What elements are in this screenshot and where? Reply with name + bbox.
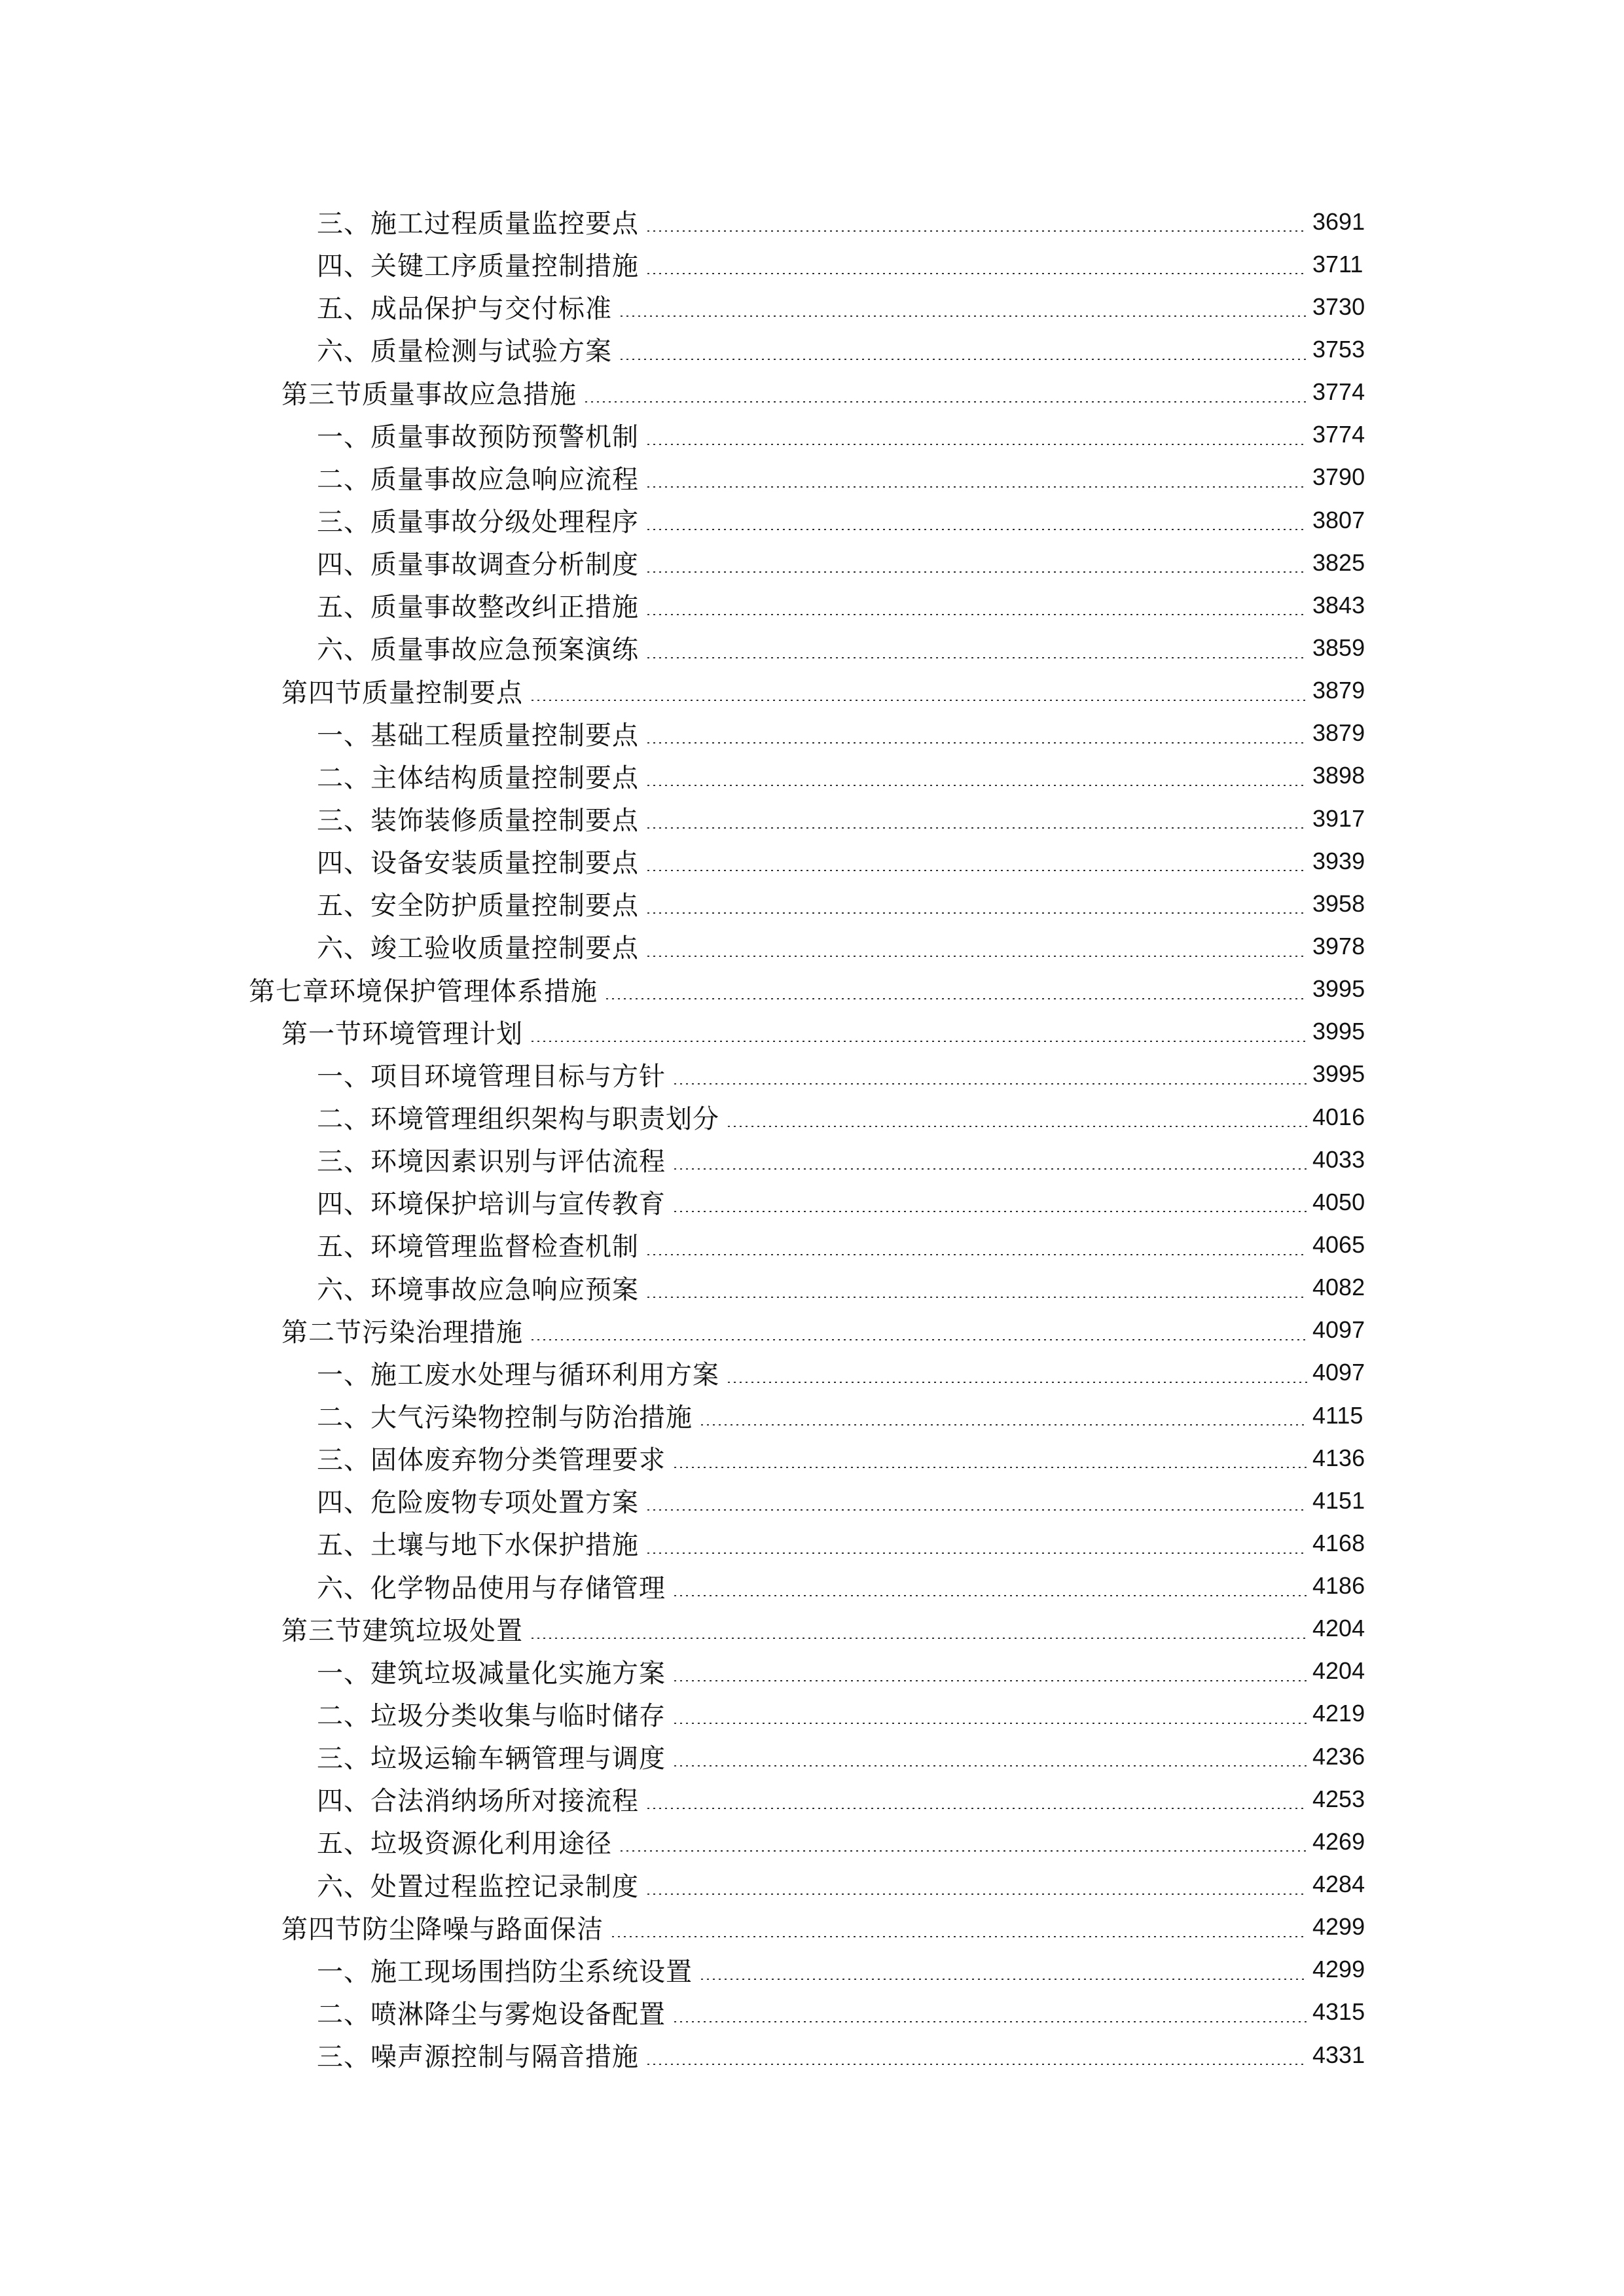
dot-leader — [699, 1979, 1307, 1980]
toc-subsection-entry[interactable] — [0, 456, 1624, 499]
toc-entry-title: 三、施工过程质量监控要点 — [317, 209, 639, 240]
dot-leader — [645, 1808, 1307, 1809]
dot-leader — [672, 2021, 1307, 2022]
toc-entry-title: 一、基础工程质量控制要点 — [317, 720, 639, 751]
dot-leader — [645, 1254, 1307, 1255]
toc-subsection-entry[interactable] — [0, 1394, 1624, 1437]
dot-leader — [604, 998, 1307, 999]
toc-entry-title: 四、环境保护培训与宣传教育 — [317, 1189, 666, 1220]
toc-subsection-entry[interactable] — [0, 584, 1624, 626]
toc-entry-title: 二、垃圾分类收集与临时储存 — [317, 1700, 666, 1731]
toc-entry-page-number: 3859 — [1312, 634, 1365, 661]
toc-entry-title: 四、质量事故调查分析制度 — [317, 550, 639, 581]
toc-subsection-entry[interactable] — [0, 626, 1624, 669]
toc-entry-title: 三、环境因素识别与评估流程 — [317, 1147, 666, 1177]
dot-leader — [645, 614, 1307, 615]
toc-entry-title: 三、噪声源控制与隔音措施 — [317, 2042, 639, 2073]
toc-entry-title: 一、质量事故预防预警机制 — [317, 422, 639, 452]
dot-leader — [530, 1638, 1307, 1639]
toc-entry-page-number: 3978 — [1312, 932, 1365, 960]
toc-entry-page-number: 4315 — [1312, 1998, 1365, 2026]
dot-leader — [645, 2064, 1307, 2065]
toc-subsection-entry[interactable] — [0, 1948, 1624, 1991]
toc-entry-page-number: 3995 — [1312, 975, 1365, 1003]
dot-leader — [645, 571, 1307, 573]
dot-leader — [672, 1595, 1307, 1596]
toc-entry-page-number: 4299 — [1312, 1956, 1365, 1983]
toc-subsection-entry[interactable] — [0, 797, 1624, 840]
toc-entry-page-number: 4269 — [1312, 1827, 1365, 1855]
toc-entry-title: 四、关键工序质量控制措施 — [317, 251, 639, 282]
toc-section-entry[interactable] — [0, 1607, 1624, 1650]
dot-leader — [672, 1467, 1307, 1468]
toc-entry-title: 第三节建筑垃圾处置 — [281, 1615, 523, 1646]
toc-subsection-entry[interactable] — [0, 1053, 1624, 1096]
dot-leader — [645, 1893, 1307, 1895]
toc-entry-title: 六、化学物品使用与存储管理 — [317, 1573, 666, 1604]
toc-entry-page-number: 3691 — [1312, 207, 1365, 235]
toc-subsection-entry[interactable] — [0, 1820, 1624, 1863]
toc-entry-page-number: 4097 — [1312, 1359, 1365, 1386]
dot-leader — [645, 444, 1307, 445]
toc-subsection-entry[interactable] — [0, 1352, 1624, 1394]
toc-entry-page-number: 3790 — [1312, 463, 1365, 491]
toc-entry-page-number: 4236 — [1312, 1742, 1365, 1770]
toc-subsection-entry[interactable] — [0, 285, 1624, 328]
dot-leader — [672, 1680, 1307, 1681]
toc-entry-title: 五、环境管理监督检查机制 — [317, 1232, 639, 1263]
toc-entry-page-number: 4136 — [1312, 1444, 1365, 1471]
dot-leader — [672, 1211, 1307, 1212]
toc-entry-page-number: 3711 — [1312, 250, 1363, 278]
toc-subsection-entry[interactable] — [0, 1565, 1624, 1607]
toc-entry-page-number: 4065 — [1312, 1230, 1365, 1258]
toc-entry-title: 三、垃圾运输车辆管理与调度 — [317, 1744, 666, 1774]
toc-subsection-entry[interactable] — [0, 2034, 1624, 2076]
dot-leader — [645, 785, 1307, 786]
toc-entry-title: 六、质量检测与试验方案 — [317, 336, 612, 367]
toc-entry-page-number: 3774 — [1312, 421, 1365, 448]
toc-entry-title: 一、项目环境管理目标与方针 — [317, 1061, 666, 1092]
dot-leader — [645, 657, 1307, 658]
dot-leader — [530, 1339, 1307, 1340]
toc-entry-page-number: 4204 — [1312, 1657, 1365, 1685]
toc-subsection-entry[interactable] — [0, 1479, 1624, 1522]
toc-subsection-entry[interactable] — [0, 1693, 1624, 1735]
toc-subsection-entry[interactable] — [0, 414, 1624, 456]
dot-leader — [530, 700, 1307, 701]
toc-section-entry[interactable] — [0, 670, 1624, 712]
toc-entry-title: 六、竣工验收质量控制要点 — [317, 933, 639, 964]
toc-entry-title: 二、质量事故应急响应流程 — [317, 464, 639, 495]
toc-entry-page-number: 3917 — [1312, 804, 1365, 832]
toc-section-entry[interactable] — [0, 1906, 1624, 1948]
toc-entry-title: 六、质量事故应急预案演练 — [317, 635, 639, 666]
toc-entry-title: 三、装饰装修质量控制要点 — [317, 806, 639, 836]
toc-entry-page-number: 3939 — [1312, 847, 1365, 874]
dot-leader — [645, 870, 1307, 871]
toc-entry-page-number: 4284 — [1312, 1871, 1365, 1898]
dot-leader — [645, 1297, 1307, 1298]
toc-entry-page-number: 4050 — [1312, 1188, 1365, 1215]
toc-section-entry[interactable] — [0, 371, 1624, 414]
toc-subsection-entry[interactable] — [0, 755, 1624, 797]
toc-entry-title: 第七章环境保护管理体系措施 — [249, 976, 598, 1007]
toc-entry-page-number: 3807 — [1312, 506, 1365, 533]
toc-entry-page-number: 4299 — [1312, 1913, 1365, 1941]
toc-entry-page-number: 4082 — [1312, 1274, 1365, 1301]
toc-subsection-entry[interactable] — [0, 1138, 1624, 1181]
dot-leader — [645, 486, 1307, 488]
dot-leader — [645, 742, 1307, 744]
toc-entry-page-number: 3843 — [1312, 591, 1365, 619]
toc-entry-page-number: 3753 — [1312, 335, 1365, 363]
toc-subsection-entry[interactable] — [0, 1181, 1624, 1223]
toc-entry-page-number: 4204 — [1312, 1615, 1365, 1642]
toc-entry-page-number: 3825 — [1312, 548, 1365, 576]
dot-leader — [672, 1765, 1307, 1767]
toc-subsection-entry[interactable] — [0, 882, 1624, 925]
dot-leader — [583, 401, 1307, 403]
dot-leader — [645, 230, 1307, 232]
toc-entry-page-number: 4151 — [1312, 1486, 1365, 1514]
toc-subsection-entry[interactable] — [0, 712, 1624, 755]
toc-entry-title: 一、施工现场围挡防尘系统设置 — [317, 1956, 693, 1987]
dot-leader — [699, 1424, 1307, 1426]
toc-section-entry[interactable] — [0, 1309, 1624, 1352]
dot-leader — [645, 912, 1307, 914]
toc-entry-page-number: 4219 — [1312, 1700, 1365, 1727]
toc-subsection-entry[interactable] — [0, 499, 1624, 541]
toc-entry-title: 四、合法消纳场所对接流程 — [317, 1786, 639, 1817]
toc-section-entry[interactable] — [0, 1011, 1624, 1053]
toc-entry-title: 五、土壤与地下水保护措施 — [317, 1530, 639, 1561]
dot-leader — [619, 315, 1307, 317]
dot-leader — [645, 1509, 1307, 1511]
toc-entry-title: 一、施工废水处理与循环利用方案 — [317, 1359, 719, 1390]
dot-leader — [645, 827, 1307, 829]
toc-entry-title: 五、垃圾资源化利用途径 — [317, 1829, 612, 1859]
toc-subsection-entry[interactable] — [0, 200, 1624, 243]
toc-subsection-entry[interactable] — [0, 1096, 1624, 1138]
toc-entry-title: 一、建筑垃圾减量化实施方案 — [317, 1658, 666, 1689]
toc-entry-title: 第一节环境管理计划 — [281, 1018, 523, 1049]
toc-entry-page-number: 3879 — [1312, 677, 1365, 704]
dot-leader — [672, 1083, 1307, 1085]
dot-leader — [672, 1168, 1307, 1170]
toc-chapter-entry[interactable] — [0, 968, 1624, 1011]
toc-subsection-entry[interactable] — [0, 1522, 1624, 1564]
toc-entry-title: 四、设备安装质量控制要点 — [317, 848, 639, 879]
toc-entry-title: 五、质量事故整改纠正措施 — [317, 592, 639, 623]
toc-entry-title: 第四节防尘降噪与路面保洁 — [281, 1914, 604, 1945]
toc-subsection-entry[interactable] — [0, 1266, 1624, 1309]
toc-subsection-entry[interactable] — [0, 1437, 1624, 1479]
toc-entry-page-number: 3995 — [1312, 1060, 1365, 1088]
dot-leader — [619, 359, 1307, 360]
toc-entry-title: 第三节质量事故应急措施 — [281, 379, 577, 410]
toc-entry-title: 二、大气污染物控制与防治措施 — [317, 1403, 693, 1433]
toc-entry-page-number: 3958 — [1312, 889, 1365, 917]
toc-entry-page-number: 4016 — [1312, 1103, 1365, 1130]
toc-entry-title: 四、危险废物专项处置方案 — [317, 1488, 639, 1518]
toc-entry-page-number: 3879 — [1312, 719, 1365, 747]
toc-entry-title: 二、环境管理组织架构与职责划分 — [317, 1104, 719, 1135]
toc-entry-title: 三、固体废弃物分类管理要求 — [317, 1445, 666, 1476]
toc-entry-page-number: 3995 — [1312, 1018, 1365, 1045]
toc-entry-title: 六、处置过程监控记录制度 — [317, 1871, 639, 1902]
dot-leader — [726, 1126, 1307, 1127]
toc-entry-title: 二、喷淋降尘与雾炮设备配置 — [317, 1999, 666, 2030]
toc-subsection-entry[interactable] — [0, 1991, 1624, 2034]
toc-subsection-entry[interactable] — [0, 243, 1624, 285]
toc-entry-page-number: 3774 — [1312, 378, 1365, 406]
toc-entry-page-number: 4115 — [1312, 1401, 1363, 1429]
dot-leader — [672, 1723, 1307, 1724]
toc-subsection-entry[interactable] — [0, 840, 1624, 882]
toc-subsection-entry[interactable] — [0, 1735, 1624, 1778]
toc-entry-title: 五、安全防护质量控制要点 — [317, 891, 639, 922]
toc-subsection-entry[interactable] — [0, 1223, 1624, 1266]
toc-entry-page-number: 4331 — [1312, 2041, 1365, 2068]
toc-entry-title: 六、环境事故应急响应预案 — [317, 1274, 639, 1305]
toc-entry-title: 第四节质量控制要点 — [281, 677, 523, 708]
toc-subsection-entry[interactable] — [0, 925, 1624, 967]
toc-entry-page-number: 4186 — [1312, 1572, 1365, 1600]
table-of-contents — [0, 200, 1624, 2076]
dot-leader — [645, 956, 1307, 957]
dot-leader — [645, 1552, 1307, 1554]
toc-entry-title: 五、成品保护与交付标准 — [317, 294, 612, 325]
toc-entry-page-number: 4168 — [1312, 1529, 1365, 1556]
dot-leader — [610, 1936, 1307, 1937]
dot-leader — [645, 273, 1307, 274]
toc-entry-title: 三、质量事故分级处理程序 — [317, 507, 639, 538]
toc-subsection-entry[interactable] — [0, 1650, 1624, 1693]
toc-entry-page-number: 4033 — [1312, 1145, 1365, 1173]
toc-entry-title: 第二节污染治理措施 — [281, 1317, 523, 1348]
toc-entry-title: 二、主体结构质量控制要点 — [317, 762, 639, 793]
toc-subsection-entry[interactable] — [0, 1778, 1624, 1820]
toc-subsection-entry[interactable] — [0, 1863, 1624, 1905]
toc-entry-page-number: 4253 — [1312, 1785, 1365, 1812]
toc-entry-page-number: 3730 — [1312, 293, 1365, 320]
dot-leader — [530, 1041, 1307, 1042]
toc-entry-page-number: 3898 — [1312, 762, 1365, 789]
toc-entry-page-number: 4097 — [1312, 1316, 1365, 1344]
toc-subsection-entry[interactable] — [0, 328, 1624, 370]
toc-subsection-entry[interactable] — [0, 541, 1624, 584]
dot-leader — [645, 529, 1307, 530]
dot-leader — [619, 1850, 1307, 1852]
dot-leader — [726, 1382, 1307, 1383]
